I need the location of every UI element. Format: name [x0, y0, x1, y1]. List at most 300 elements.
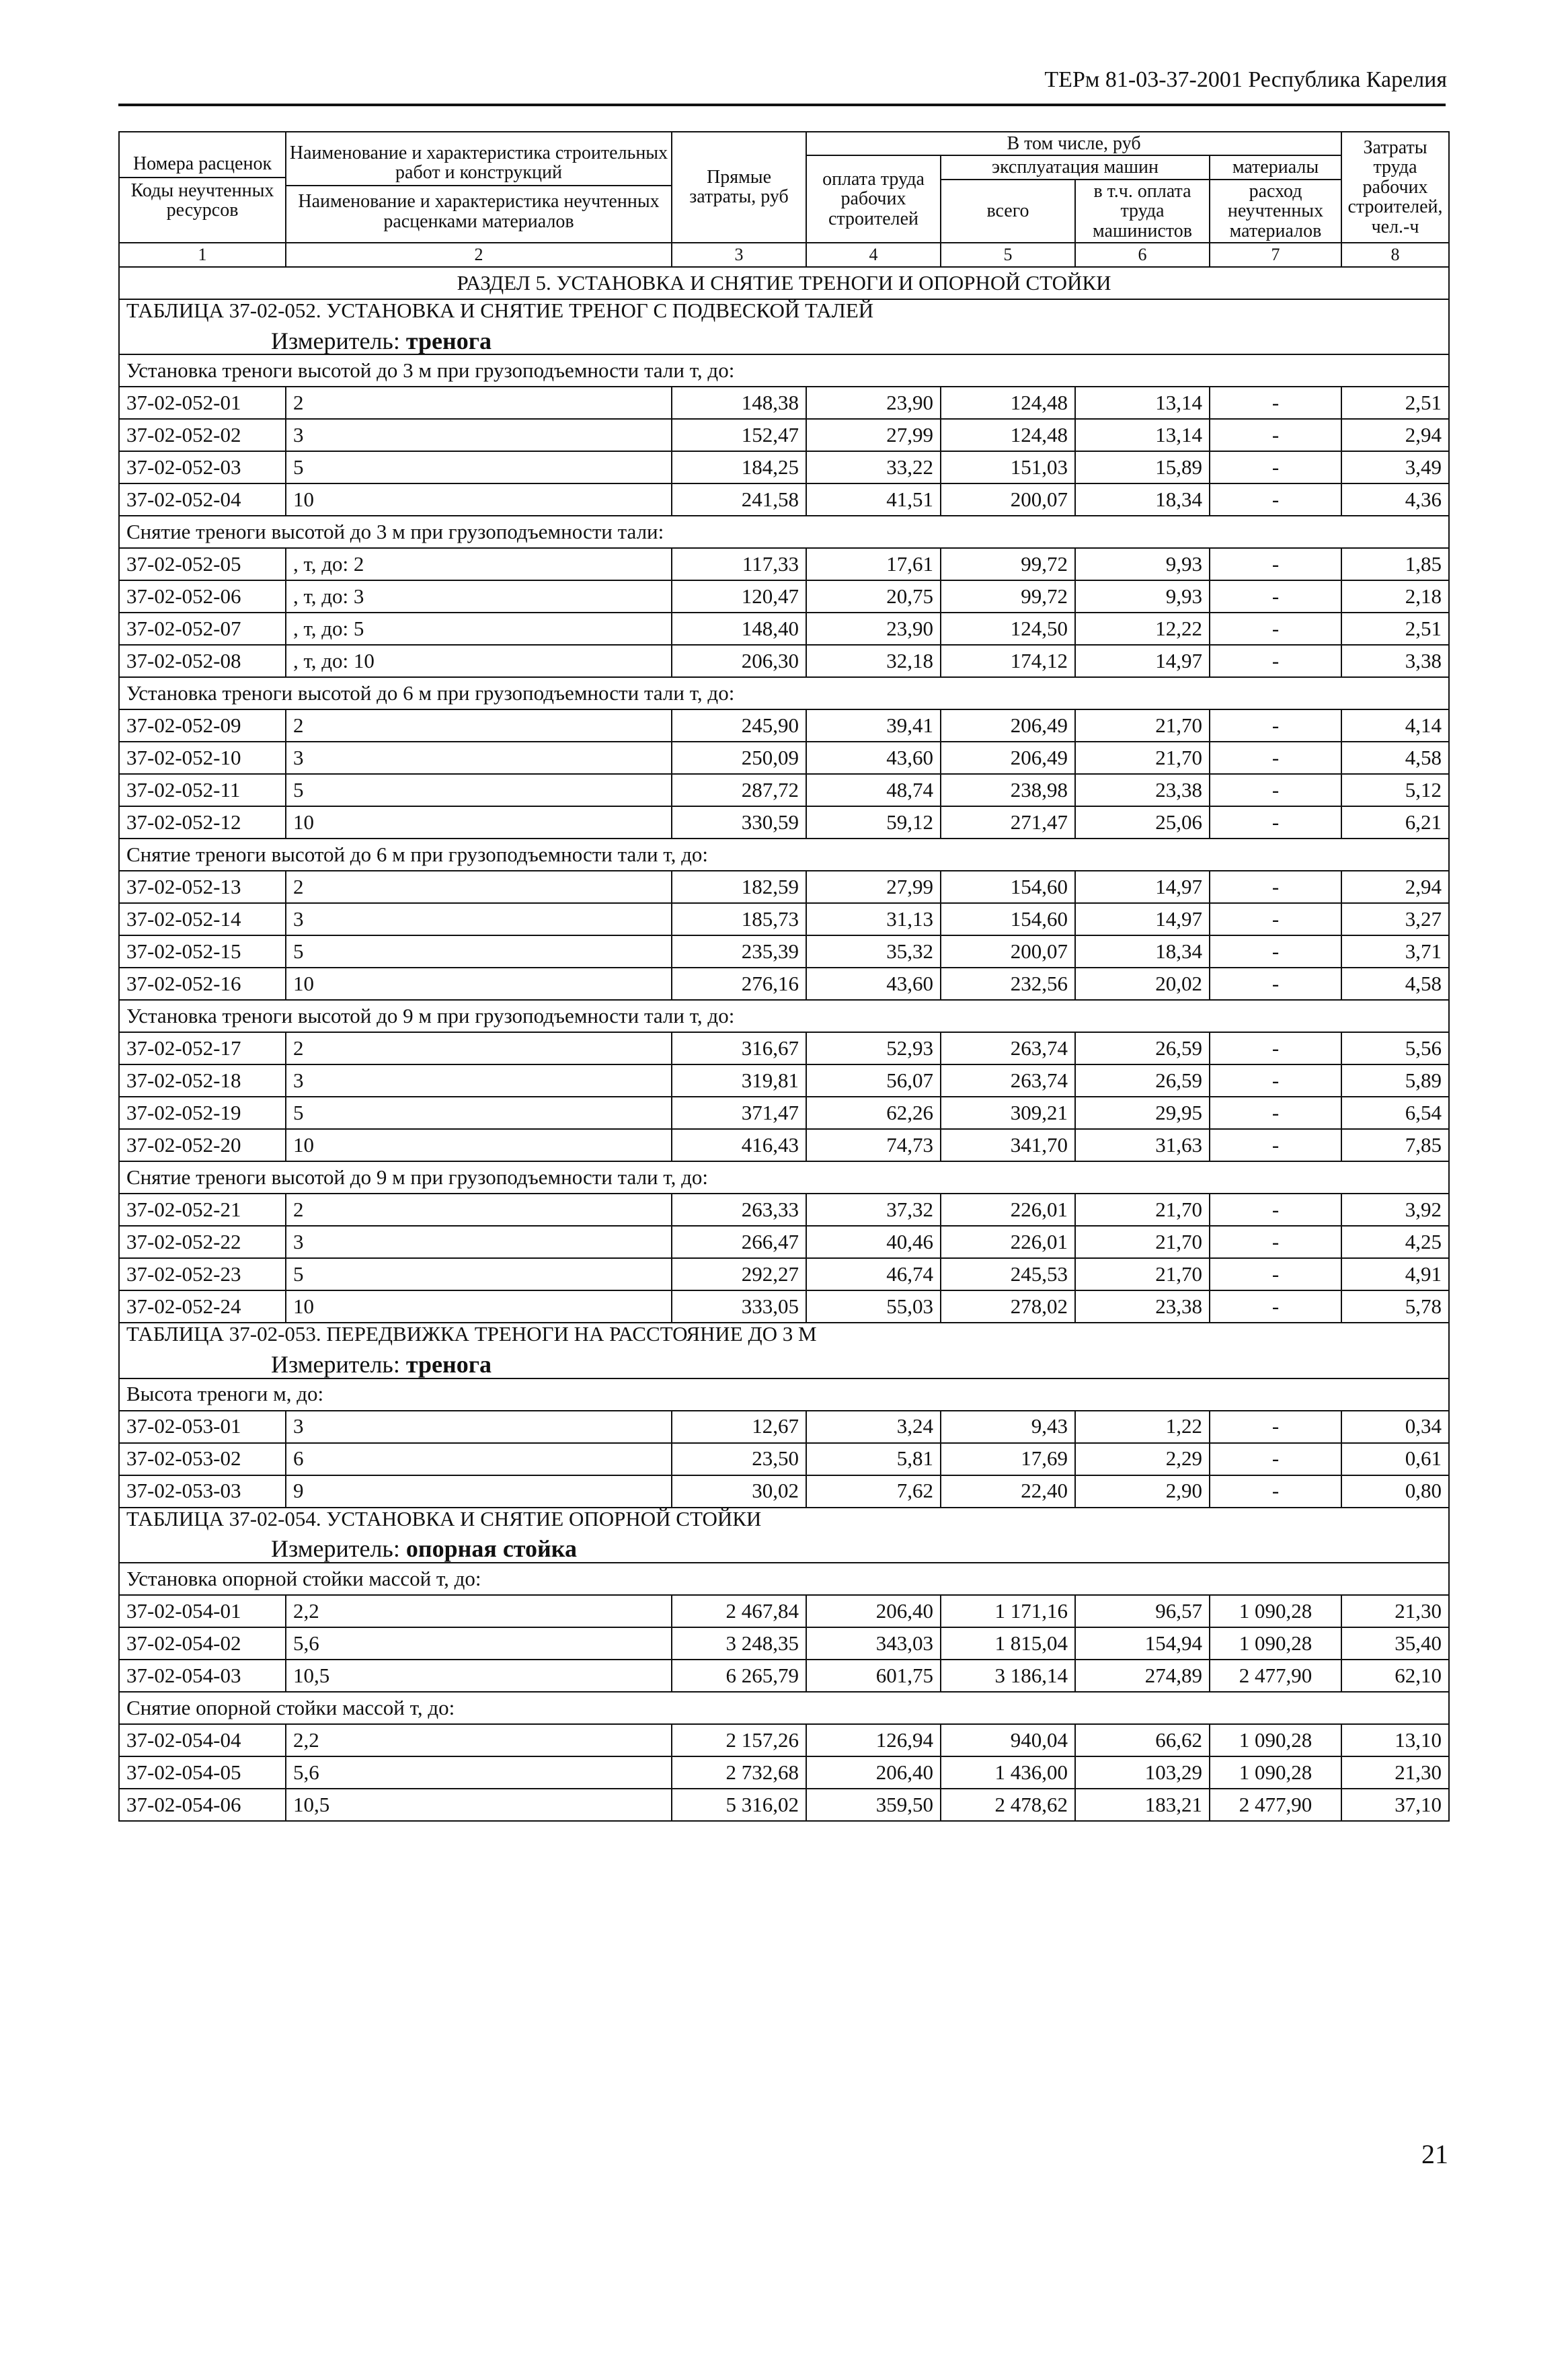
group-title: Установка треноги высотой до 6 м при грузоподъемности тали т, до: [119, 677, 1449, 709]
table-row [119, 419, 1449, 451]
meter-label: Измеритель: [271, 327, 400, 354]
rate-code: 37-02-052-20 [119, 1129, 286, 1161]
direct-costs: 3 248,35 [672, 1627, 806, 1660]
machines-total: 151,03 [941, 451, 1075, 483]
rate-code: 37-02-052-01 [119, 387, 286, 419]
unaccounted-materials: 1 090,28 [1210, 1724, 1341, 1756]
parameter: 10 [286, 1129, 672, 1161]
table-row [119, 1595, 1449, 1627]
labor-costs: 3,92 [1341, 1194, 1449, 1226]
wages: 52,93 [806, 1032, 941, 1064]
machines-total: 271,47 [941, 806, 1075, 839]
machines-total: 263,74 [941, 1064, 1075, 1097]
group-title-row [119, 1692, 1449, 1724]
labor-costs: 0,80 [1341, 1475, 1449, 1508]
operator-wages: 21,70 [1075, 709, 1210, 742]
labor-costs: 4,14 [1341, 709, 1449, 742]
wages: 343,03 [806, 1627, 941, 1660]
rate-code: 37-02-054-04 [119, 1724, 286, 1756]
wages: 7,62 [806, 1475, 941, 1508]
table-row [119, 483, 1449, 516]
machines-total: 2 478,62 [941, 1789, 1075, 1821]
unaccounted-materials: - [1210, 1290, 1341, 1323]
operator-wages: 274,89 [1075, 1660, 1210, 1692]
direct-costs: 416,43 [672, 1129, 806, 1161]
table-row [119, 613, 1449, 645]
operator-wages: 14,97 [1075, 903, 1210, 935]
machines-total: 206,49 [941, 742, 1075, 774]
table-row [119, 1443, 1449, 1475]
rate-code: 37-02-052-19 [119, 1097, 286, 1129]
table-row [119, 968, 1449, 1000]
column-number: 8 [1341, 243, 1449, 267]
table-row [119, 645, 1449, 677]
column-number: 5 [941, 243, 1075, 267]
parameter: , т, до: 2 [286, 548, 672, 580]
machines-total: 154,60 [941, 903, 1075, 935]
machines-total: 206,49 [941, 709, 1075, 742]
group-title-row [119, 1000, 1449, 1032]
unaccounted-materials: - [1210, 548, 1341, 580]
group-title: Снятие треноги высотой до 3 м при грузоподъемности тали: [119, 516, 1449, 548]
header-including: В том числе, руб [806, 132, 1341, 155]
direct-costs: 30,02 [672, 1475, 806, 1508]
labor-costs: 2,51 [1341, 613, 1449, 645]
labor-costs: 5,78 [1341, 1290, 1449, 1323]
rate-code: 37-02-052-15 [119, 935, 286, 968]
direct-costs: 371,47 [672, 1097, 806, 1129]
parameter: 5,6 [286, 1627, 672, 1660]
operator-wages: 9,93 [1075, 548, 1210, 580]
wages: 32,18 [806, 645, 941, 677]
machines-total: 232,56 [941, 968, 1075, 1000]
direct-costs: 120,47 [672, 580, 806, 613]
unaccounted-materials: - [1210, 580, 1341, 613]
operator-wages: 26,59 [1075, 1032, 1210, 1064]
operator-wages: 21,70 [1075, 742, 1210, 774]
header-operator-wages: в т.ч. оплата труда машинистов [1075, 180, 1210, 243]
direct-costs: 5 316,02 [672, 1789, 806, 1821]
meter-line [126, 1537, 1442, 1562]
direct-costs: 148,38 [672, 387, 806, 419]
column-number: 1 [119, 243, 286, 267]
running-header: ТЕРм 81-03-37-2001 Республика Карелия [1044, 67, 1447, 92]
table-title: ТАБЛИЦА 37-02-052. УСТАНОВКА И СНЯТИЕ ТРЕНОГ С ПОДВЕСКОЙ ТАЛЕЙ [126, 298, 874, 322]
operator-wages: 12,22 [1075, 613, 1210, 645]
machines-total: 263,74 [941, 1032, 1075, 1064]
wages: 48,74 [806, 774, 941, 806]
table-title-row [119, 1508, 1449, 1563]
table-row [119, 1475, 1449, 1508]
header-machines: эксплуатация машин [941, 155, 1210, 179]
operator-wages: 14,97 [1075, 871, 1210, 903]
rate-code: 37-02-052-18 [119, 1064, 286, 1097]
labor-costs: 3,38 [1341, 645, 1449, 677]
direct-costs: 287,72 [672, 774, 806, 806]
labor-costs: 3,71 [1341, 935, 1449, 968]
wages: 43,60 [806, 742, 941, 774]
labor-costs: 4,58 [1341, 742, 1449, 774]
direct-costs: 316,67 [672, 1032, 806, 1064]
labor-costs: 13,10 [1341, 1724, 1449, 1756]
labor-costs: 1,85 [1341, 548, 1449, 580]
wages: 17,61 [806, 548, 941, 580]
wages: 35,32 [806, 935, 941, 968]
parameter: 5 [286, 1258, 672, 1290]
operator-wages: 15,89 [1075, 451, 1210, 483]
machines-total: 245,53 [941, 1258, 1075, 1290]
operator-wages: 20,02 [1075, 968, 1210, 1000]
direct-costs: 245,90 [672, 709, 806, 742]
rate-code: 37-02-052-13 [119, 871, 286, 903]
unaccounted-materials: - [1210, 1226, 1341, 1258]
parameter: 5 [286, 1097, 672, 1129]
table-row [119, 774, 1449, 806]
wages: 126,94 [806, 1724, 941, 1756]
table-row [119, 1064, 1449, 1097]
labor-costs: 2,18 [1341, 580, 1449, 613]
rate-code: 37-02-054-05 [119, 1756, 286, 1789]
parameter: 6 [286, 1443, 672, 1475]
unaccounted-materials: - [1210, 709, 1341, 742]
unaccounted-materials: - [1210, 806, 1341, 839]
unaccounted-materials: - [1210, 1443, 1341, 1475]
machines-total: 174,12 [941, 645, 1075, 677]
table-row [119, 1097, 1449, 1129]
rate-code: 37-02-052-02 [119, 419, 286, 451]
rate-code: 37-02-054-06 [119, 1789, 286, 1821]
machines-total: 278,02 [941, 1290, 1075, 1323]
operator-wages: 23,38 [1075, 1290, 1210, 1323]
operator-wages: 26,59 [1075, 1064, 1210, 1097]
rate-code: 37-02-052-24 [119, 1290, 286, 1323]
machines-total: 226,01 [941, 1194, 1075, 1226]
parameter: 10 [286, 968, 672, 1000]
machines-total: 22,40 [941, 1475, 1075, 1508]
machines-total: 309,21 [941, 1097, 1075, 1129]
section-row [119, 267, 1449, 299]
machines-total: 17,69 [941, 1443, 1075, 1475]
parameter: 5 [286, 774, 672, 806]
unaccounted-materials: 1 090,28 [1210, 1595, 1341, 1627]
wages: 43,60 [806, 968, 941, 1000]
labor-costs: 3,27 [1341, 903, 1449, 935]
operator-wages: 18,34 [1075, 935, 1210, 968]
labor-costs: 62,10 [1341, 1660, 1449, 1692]
rate-code: 37-02-052-14 [119, 903, 286, 935]
parameter: 10 [286, 806, 672, 839]
direct-costs: 333,05 [672, 1290, 806, 1323]
direct-costs: 276,16 [672, 968, 806, 1000]
labor-costs: 5,12 [1341, 774, 1449, 806]
operator-wages: 66,62 [1075, 1724, 1210, 1756]
group-title: Высота треноги м, до: [119, 1378, 1449, 1411]
meter-line [126, 329, 1442, 354]
machines-total: 226,01 [941, 1226, 1075, 1258]
unaccounted-materials: - [1210, 645, 1341, 677]
operator-wages: 1,22 [1075, 1411, 1210, 1443]
labor-costs: 4,91 [1341, 1258, 1449, 1290]
group-title-row [119, 1378, 1449, 1411]
rate-code: 37-02-052-03 [119, 451, 286, 483]
wages: 59,12 [806, 806, 941, 839]
rate-code: 37-02-052-05 [119, 548, 286, 580]
labor-costs: 7,85 [1341, 1129, 1449, 1161]
table-title-cell [119, 1323, 1449, 1378]
unaccounted-materials: - [1210, 1258, 1341, 1290]
direct-costs: 2 732,68 [672, 1756, 806, 1789]
labor-costs: 5,89 [1341, 1064, 1449, 1097]
wages: 33,22 [806, 451, 941, 483]
rate-code: 37-02-052-21 [119, 1194, 286, 1226]
table-title: ТАБЛИЦА 37-02-053. ПЕРЕДВИЖКА ТРЕНОГИ НА РАССТОЯНИЕ ДО 3 М [126, 1322, 817, 1346]
direct-costs: 185,73 [672, 903, 806, 935]
table-row [119, 871, 1449, 903]
parameter: 2 [286, 709, 672, 742]
table-row [119, 1258, 1449, 1290]
table-title-cell [119, 299, 1449, 354]
parameter: 5 [286, 935, 672, 968]
table-row [119, 580, 1449, 613]
parameter: 3 [286, 419, 672, 451]
operator-wages: 13,14 [1075, 419, 1210, 451]
labor-costs: 0,61 [1341, 1443, 1449, 1475]
unaccounted-materials: - [1210, 451, 1341, 483]
table-row [119, 1411, 1449, 1443]
direct-costs: 206,30 [672, 645, 806, 677]
rate-code: 37-02-052-16 [119, 968, 286, 1000]
parameter: 10,5 [286, 1660, 672, 1692]
header-rule [118, 104, 1446, 106]
header-names-top: Наименование и характеристика строительных работ и конструкций [286, 143, 671, 187]
labor-costs: 3,49 [1341, 451, 1449, 483]
wages: 20,75 [806, 580, 941, 613]
table-row [119, 1627, 1449, 1660]
group-title-row [119, 677, 1449, 709]
parameter: 10,5 [286, 1789, 672, 1821]
table-row [119, 548, 1449, 580]
rate-code: 37-02-052-09 [119, 709, 286, 742]
parameter: 2 [286, 871, 672, 903]
labor-costs: 21,30 [1341, 1756, 1449, 1789]
meter-label: Измеритель: [271, 1535, 400, 1563]
direct-costs: 23,50 [672, 1443, 806, 1475]
operator-wages: 18,34 [1075, 483, 1210, 516]
wages: 40,46 [806, 1226, 941, 1258]
operator-wages: 13,14 [1075, 387, 1210, 419]
labor-costs: 2,51 [1341, 387, 1449, 419]
machines-total: 99,72 [941, 580, 1075, 613]
parameter: 2 [286, 1032, 672, 1064]
table-body [119, 267, 1449, 1821]
page-number: 21 [1421, 2139, 1448, 2169]
wages: 5,81 [806, 1443, 941, 1475]
operator-wages: 103,29 [1075, 1756, 1210, 1789]
rate-code: 37-02-052-17 [119, 1032, 286, 1064]
direct-costs: 263,33 [672, 1194, 806, 1226]
direct-costs: 319,81 [672, 1064, 806, 1097]
table-row [119, 387, 1449, 419]
rate-code: 37-02-054-01 [119, 1595, 286, 1627]
unaccounted-materials: - [1210, 1064, 1341, 1097]
direct-costs: 2 157,26 [672, 1724, 806, 1756]
parameter: 10 [286, 483, 672, 516]
parameter: 3 [286, 742, 672, 774]
meter-label: Измеритель: [271, 1350, 400, 1378]
wages: 23,90 [806, 613, 941, 645]
direct-costs: 266,47 [672, 1226, 806, 1258]
group-title: Установка треноги высотой до 9 м при грузоподъемности тали т, до: [119, 1000, 1449, 1032]
operator-wages: 9,93 [1075, 580, 1210, 613]
unaccounted-materials: - [1210, 774, 1341, 806]
column-number: 4 [806, 243, 941, 267]
unaccounted-materials: - [1210, 387, 1341, 419]
operator-wages: 25,06 [1075, 806, 1210, 839]
unaccounted-materials: 1 090,28 [1210, 1756, 1341, 1789]
direct-costs: 6 265,79 [672, 1660, 806, 1692]
group-title-row [119, 839, 1449, 871]
wages: 3,24 [806, 1411, 941, 1443]
wages: 74,73 [806, 1129, 941, 1161]
wages: 206,40 [806, 1756, 941, 1789]
operator-wages: 96,57 [1075, 1595, 1210, 1627]
unaccounted-materials: 1 090,28 [1210, 1627, 1341, 1660]
section-title: РАЗДЕЛ 5. УСТАНОВКА И СНЯТИЕ ТРЕНОГИ И ОПОРНОЙ СТОЙКИ [119, 267, 1449, 299]
meter-value: опорная стойка [405, 1535, 577, 1563]
labor-costs: 4,58 [1341, 968, 1449, 1000]
machines-total: 3 186,14 [941, 1660, 1075, 1692]
unaccounted-materials: - [1210, 903, 1341, 935]
group-title: Установка опорной стойки массой т, до: [119, 1563, 1449, 1595]
unaccounted-materials: - [1210, 1032, 1341, 1064]
parameter: 5,6 [286, 1756, 672, 1789]
labor-costs: 4,25 [1341, 1226, 1449, 1258]
direct-costs: 235,39 [672, 935, 806, 968]
labor-costs: 4,36 [1341, 483, 1449, 516]
group-title-row [119, 354, 1449, 387]
header-materials: материалы [1210, 155, 1341, 179]
operator-wages: 31,63 [1075, 1129, 1210, 1161]
direct-costs: 184,25 [672, 451, 806, 483]
group-title: Снятие треноги высотой до 9 м при грузоподъемности тали т, до: [119, 1161, 1449, 1194]
machines-total: 200,07 [941, 935, 1075, 968]
table-title-row [119, 299, 1449, 354]
header-wages: оплата труда рабочих строителей [806, 155, 941, 243]
column-number: 6 [1075, 243, 1210, 267]
unaccounted-materials: - [1210, 968, 1341, 1000]
unaccounted-materials: - [1210, 1475, 1341, 1508]
header-unaccounted-materials: расход неучтенных материалов [1210, 180, 1341, 243]
table-row [119, 806, 1449, 839]
machines-total: 200,07 [941, 483, 1075, 516]
wages: 31,13 [806, 903, 941, 935]
parameter: 3 [286, 1226, 672, 1258]
column-number: 3 [672, 243, 806, 267]
meter-value: тренога [405, 1350, 492, 1378]
operator-wages: 14,97 [1075, 645, 1210, 677]
rate-code: 37-02-052-08 [119, 645, 286, 677]
wages: 206,40 [806, 1595, 941, 1627]
rate-code: 37-02-052-23 [119, 1258, 286, 1290]
unaccounted-materials: - [1210, 1097, 1341, 1129]
parameter: , т, до: 10 [286, 645, 672, 677]
group-title-row [119, 1161, 1449, 1194]
table-title: ТАБЛИЦА 37-02-054. УСТАНОВКА И СНЯТИЕ ОПОРНОЙ СТОЙКИ [126, 1506, 762, 1530]
direct-costs: 292,27 [672, 1258, 806, 1290]
unaccounted-materials: - [1210, 613, 1341, 645]
machines-total: 124,50 [941, 613, 1075, 645]
meter-line [126, 1352, 1442, 1378]
parameter: 2 [286, 387, 672, 419]
labor-costs: 21,30 [1341, 1595, 1449, 1627]
labor-costs: 5,56 [1341, 1032, 1449, 1064]
rate-code: 37-02-052-06 [119, 580, 286, 613]
unaccounted-materials: 2 477,90 [1210, 1660, 1341, 1692]
header-codes-top: Номера расценок [120, 154, 285, 178]
wages: 27,99 [806, 871, 941, 903]
parameter: 10 [286, 1290, 672, 1323]
machines-total: 1 436,00 [941, 1756, 1075, 1789]
parameter: 3 [286, 903, 672, 935]
machines-total: 99,72 [941, 548, 1075, 580]
operator-wages: 183,21 [1075, 1789, 1210, 1821]
operator-wages: 29,95 [1075, 1097, 1210, 1129]
wages: 37,32 [806, 1194, 941, 1226]
labor-costs: 0,34 [1341, 1411, 1449, 1443]
unaccounted-materials: - [1210, 483, 1341, 516]
wages: 601,75 [806, 1660, 941, 1692]
unaccounted-materials: - [1210, 1411, 1341, 1443]
labor-costs: 35,40 [1341, 1627, 1449, 1660]
parameter: 3 [286, 1064, 672, 1097]
wages: 55,03 [806, 1290, 941, 1323]
machines-total: 341,70 [941, 1129, 1075, 1161]
column-numbers-row [119, 243, 1449, 267]
header-labor: Затраты труда рабочих строителей, чел.-ч [1341, 132, 1449, 243]
operator-wages: 2,90 [1075, 1475, 1210, 1508]
direct-costs: 241,58 [672, 483, 806, 516]
group-title: Установка треноги высотой до 3 м при грузоподъемности тали т, до: [119, 354, 1449, 387]
unaccounted-materials: 2 477,90 [1210, 1789, 1341, 1821]
rate-code: 37-02-052-10 [119, 742, 286, 774]
table-row [119, 1756, 1449, 1789]
rate-code: 37-02-052-11 [119, 774, 286, 806]
group-title: Снятие треноги высотой до 6 м при грузоподъемности тали т, до: [119, 839, 1449, 871]
wages: 359,50 [806, 1789, 941, 1821]
unaccounted-materials: - [1210, 871, 1341, 903]
header-machines-total: всего [941, 180, 1075, 243]
machines-total: 940,04 [941, 1724, 1075, 1756]
wages: 41,51 [806, 483, 941, 516]
direct-costs: 152,47 [672, 419, 806, 451]
table-row [119, 742, 1449, 774]
unaccounted-materials: - [1210, 1194, 1341, 1226]
table-row [119, 1226, 1449, 1258]
header-codes [119, 132, 286, 243]
rate-code: 37-02-053-01 [119, 1411, 286, 1443]
direct-costs: 182,59 [672, 871, 806, 903]
operator-wages: 21,70 [1075, 1194, 1210, 1226]
unaccounted-materials: - [1210, 1129, 1341, 1161]
labor-costs: 6,54 [1341, 1097, 1449, 1129]
unaccounted-materials: - [1210, 935, 1341, 968]
table-row [119, 1129, 1449, 1161]
parameter: 2,2 [286, 1595, 672, 1627]
operator-wages: 21,70 [1075, 1226, 1210, 1258]
rate-code: 37-02-052-22 [119, 1226, 286, 1258]
table-row [119, 1724, 1449, 1756]
table-row [119, 1032, 1449, 1064]
